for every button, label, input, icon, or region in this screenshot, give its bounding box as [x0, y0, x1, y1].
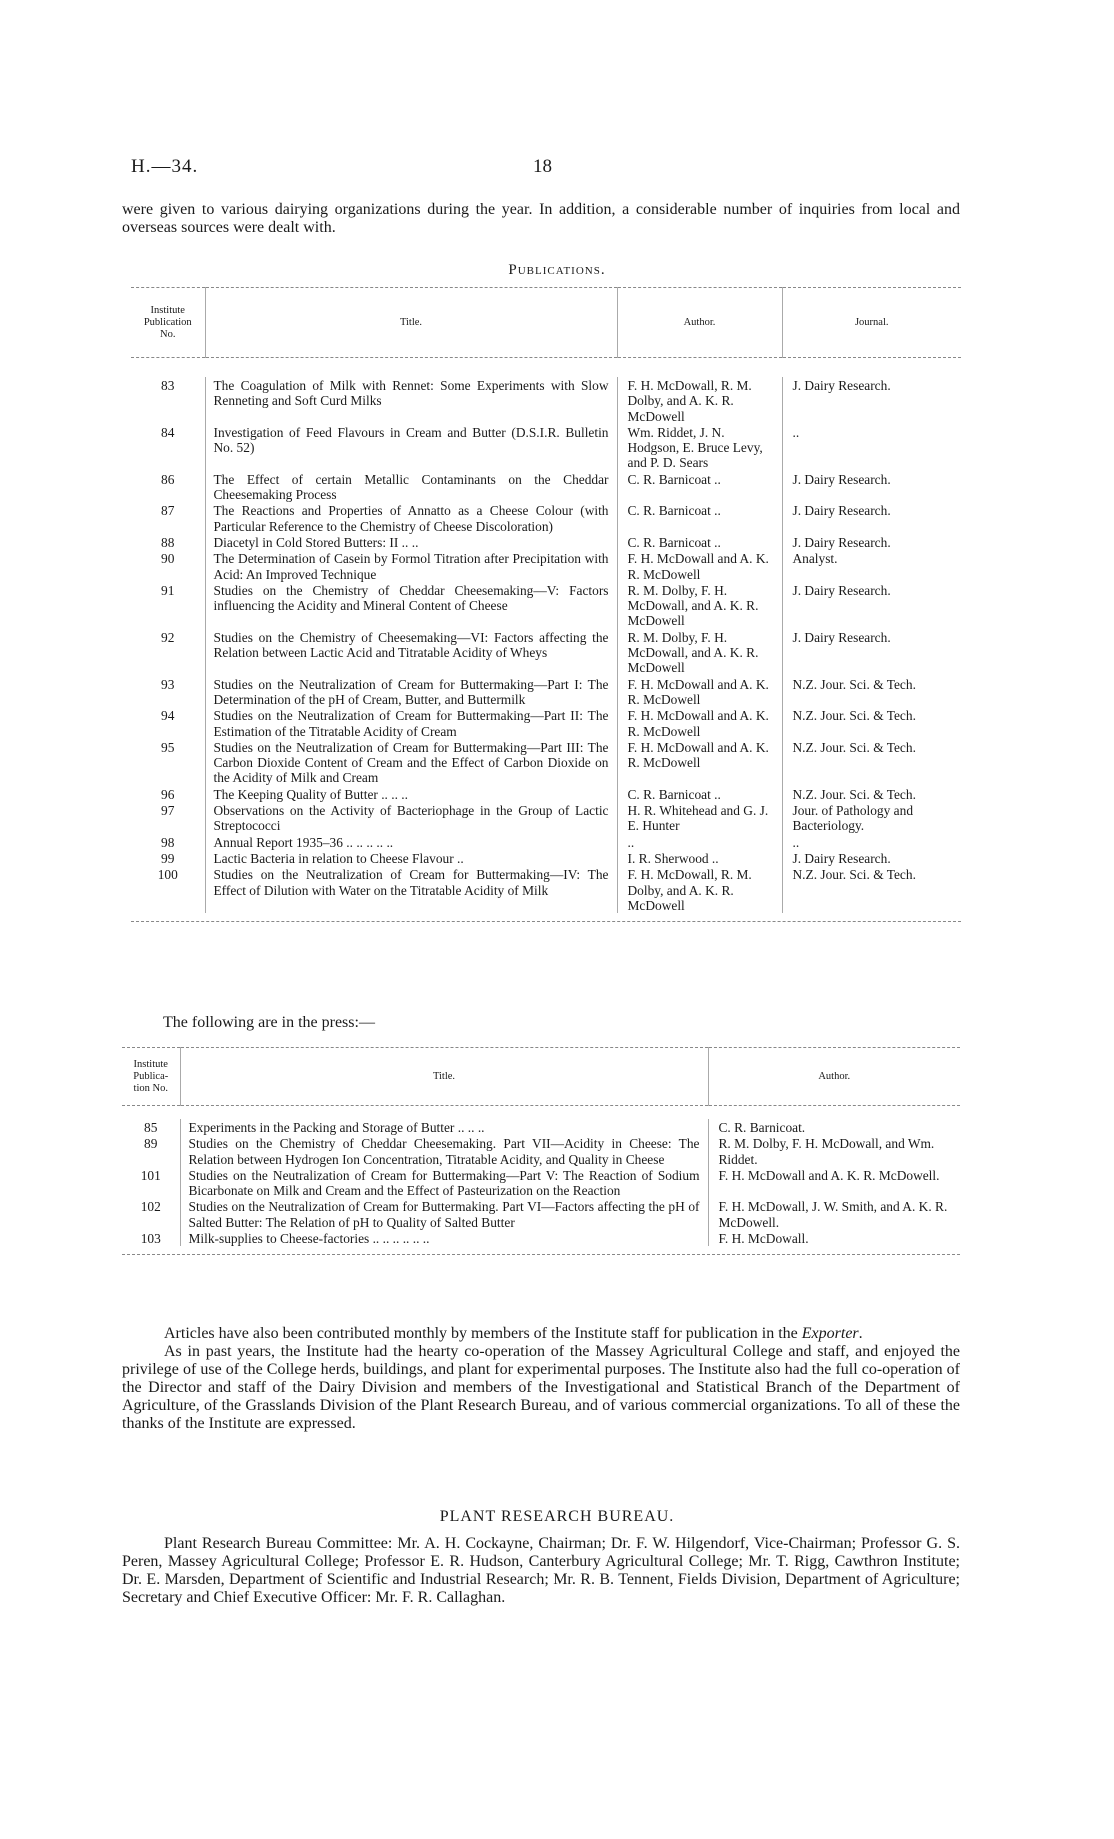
intro-paragraph: were given to various dairying organizations during the year. In addition, a considerable number of inquiries from local and overseas sources were dealt with.	[122, 201, 960, 236]
publication-number: 87	[161, 503, 175, 519]
publication-title: Annual Report 1935–36 .. .. .. .. ..	[205, 834, 617, 850]
publication-journal: J. Dairy Research.	[782, 629, 961, 676]
publication-number: 86	[161, 471, 175, 487]
publication-author: F. H. McDowall and A. K. R. McDowell	[617, 707, 782, 739]
publication-title: Studies on the Neutralization of Cream for Buttermaking—Part III: The Carbon Dioxide Content of Cream and the Effect of Carbon Dioxide on the Acidity of Milk and Cream	[205, 739, 617, 786]
publication-row	[131, 834, 961, 850]
press-row	[122, 1230, 960, 1246]
publication-author: F. H. McDowall and A. K. R. McDowell	[617, 739, 782, 786]
press-col-header-number: Institute Publica- tion No.	[133, 1058, 169, 1094]
publication-author: Wm. Riddet, J. N. Hodgson, E. Bruce Levy, and P. D. Sears	[617, 424, 782, 471]
publications-table-wrap	[131, 287, 961, 922]
publication-author: ..	[617, 834, 782, 850]
press-title: Experiments in the Packing and Storage of Butter .. .. ..	[180, 1119, 708, 1135]
publication-journal: J. Dairy Research.	[782, 850, 961, 866]
publication-journal: ..	[782, 424, 961, 471]
publication-number: 84	[161, 424, 175, 440]
press-col-header-author: Author.	[708, 1048, 960, 1106]
publication-number: 94	[161, 708, 175, 724]
press-author: R. M. Dolby, F. H. McDowall, and Wm. Riddet.	[708, 1135, 960, 1167]
publication-number: 92	[161, 629, 175, 645]
publication-title: The Keeping Quality of Butter .. .. ..	[205, 786, 617, 802]
publication-journal: J. Dairy Research.	[782, 471, 961, 503]
publication-row	[131, 424, 961, 471]
press-table-wrap	[122, 1047, 960, 1255]
publication-row	[131, 739, 961, 786]
press-author: F. H. McDowall and A. K. R. McDowell.	[708, 1167, 960, 1199]
publication-number: 99	[161, 850, 175, 866]
publication-author: I. R. Sherwood ..	[617, 850, 782, 866]
press-row	[122, 1135, 960, 1167]
publication-title: The Determination of Casein by Formol Titration after Precipitation with Acid: An Improved Technique	[205, 550, 617, 582]
press-number: 85	[144, 1120, 158, 1135]
publication-row	[131, 802, 961, 834]
publication-author: H. R. Whitehead and G. J. E. Hunter	[617, 802, 782, 834]
table-bottom-rule	[131, 921, 961, 922]
publication-number: 88	[161, 534, 175, 550]
publication-title: Studies on the Neutralization of Cream for Buttermaking—Part II: The Estimation of the Titratable Acidity of Cream	[205, 707, 617, 739]
publication-number: 98	[161, 834, 175, 850]
publication-journal: Jour. of Pathology and Bacteriology.	[782, 802, 961, 834]
press-author: F. H. McDowall.	[708, 1230, 960, 1246]
publication-row	[131, 582, 961, 629]
publication-author: F. H. McDowall, R. M. Dolby, and A. K. R. McDowell	[617, 866, 782, 913]
press-title: Studies on the Chemistry of Cheddar Cheesemaking. Part VII—Acidity in Cheese: The Relation between Hydrogen Ion Concentration, Titratable Acidity, and Quality in Cheese	[180, 1135, 708, 1167]
press-title: Studies on the Neutralization of Cream for Buttermaking. Part VI—Factors affecting the pH of Salted Butter: The Relation of pH to Quality of Salted Butter	[180, 1198, 708, 1230]
publication-title: The Coagulation of Milk with Rennet: Some Experiments with Slow Renneting and Soft Curd Milks	[205, 377, 617, 424]
press-bottom-rule	[122, 1254, 960, 1255]
publication-row	[131, 676, 961, 708]
press-author: C. R. Barnicoat.	[708, 1119, 960, 1135]
publication-row	[131, 502, 961, 534]
publication-journal: J. Dairy Research.	[782, 502, 961, 534]
publication-title: Lactic Bacteria in relation to Cheese Flavour ..	[205, 850, 617, 866]
publication-title: Studies on the Neutralization of Cream for Buttermaking—Part I: The Determination of the pH of Cream, Butter, and Buttermilk	[205, 676, 617, 708]
press-title: Milk-supplies to Cheese-factories .. .. .. .. .. ..	[180, 1230, 708, 1246]
publication-title: The Reactions and Properties of Annatto as a Cheese Colour (with Particular Reference to the Chemistry of Cheese Discoloration)	[205, 502, 617, 534]
publication-journal: J. Dairy Research.	[782, 582, 961, 629]
publication-author: C. R. Barnicoat ..	[617, 534, 782, 550]
publication-title: Studies on the Neutralization of Cream for Buttermaking—IV: The Effect of Dilution with Water on the Titratable Acidity of Milk	[205, 866, 617, 913]
press-row	[122, 1198, 960, 1230]
document-reference: H.—34.	[131, 156, 199, 177]
publication-title: The Effect of certain Metallic Contaminants on the Cheddar Cheesemaking Process	[205, 471, 617, 503]
press-number: 103	[140, 1231, 161, 1247]
publication-number: 100	[157, 867, 178, 883]
publication-title: Diacetyl in Cold Stored Butters: II .. ..	[205, 534, 617, 550]
publication-row	[131, 850, 961, 866]
publication-number: 91	[161, 582, 175, 598]
publication-author: F. H. McDowall and A. K. R. McDowell	[617, 676, 782, 708]
bureau-heading: PLANT RESEARCH BUREAU.	[439, 1508, 675, 1525]
press-author: F. H. McDowall, J. W. Smith, and A. K. R. McDowell.	[708, 1198, 960, 1230]
press-col-header-title: Title.	[180, 1048, 708, 1106]
press-intro: The following are in the press:—	[163, 1014, 375, 1031]
publication-row	[131, 377, 961, 424]
col-header-author: Author.	[617, 288, 782, 358]
publication-row	[131, 550, 961, 582]
publications-heading: Publications.	[508, 262, 606, 278]
publication-row	[131, 629, 961, 676]
publication-journal: N.Z. Jour. Sci. & Tech.	[782, 866, 961, 913]
publication-journal: J. Dairy Research.	[782, 377, 961, 424]
publication-journal: J. Dairy Research.	[782, 534, 961, 550]
publication-author: R. M. Dolby, F. H. McDowall, and A. K. R. McDowell	[617, 629, 782, 676]
publication-author: C. R. Barnicoat ..	[617, 471, 782, 503]
col-header-number: Institute Publication No.	[143, 304, 192, 340]
publication-number: 90	[161, 551, 175, 567]
press-title: Studies on the Neutralization of Cream for Buttermaking—Part V: The Reaction of Sodium Bicarbonate on Milk and Cream and the Effect of Pasteurization on the Reaction	[180, 1167, 708, 1199]
publication-row	[131, 471, 961, 503]
publication-author: C. R. Barnicoat ..	[617, 502, 782, 534]
publication-journal: N.Z. Jour. Sci. & Tech.	[782, 786, 961, 802]
closing-paragraph-2: As in past years, the Institute had the hearty co-operation of the Massey Agricultural College and staff, and enjoyed the privilege of use of the College herds, buildings, and plant for experimental purposes. The Institute also had the full co-operation of the Director and staff of the Dairy Division and members of the Investigational and Statistical Branch of the Department of Agriculture, of the Grasslands Division of the Plant Research Bureau, and of various commercial organizations. To all of these the thanks of the Institute are expressed.	[122, 1343, 960, 1432]
publication-journal: Analyst.	[782, 550, 961, 582]
closing-paragraph-1: Articles have also been contributed monthly by members of the Institute staff for publication in the Exporter.	[164, 1325, 863, 1342]
publications-body	[131, 377, 961, 913]
bureau-paragraph: Plant Research Bureau Committee: Mr. A. H. Cockayne, Chairman; Dr. F. W. Hilgendorf, Vice-Chairman; Professor G. S. Peren, Massey Agricultural College; Professor E. R. Hudson, Canterbury Agricultural College; Mr. T. Rigg, Cawthron Institute; Dr. E. Marsden, Department of Scientific and Industrial Research; Mr. R. B. Tennent, Fields Division, Department of Agriculture; Secretary and Chief Executive Officer: Mr. F. R. Callaghan.	[122, 1535, 960, 1606]
publication-journal: ..	[782, 834, 961, 850]
publication-author: C. R. Barnicoat ..	[617, 786, 782, 802]
publication-row	[131, 866, 961, 913]
press-number: 89	[144, 1136, 158, 1152]
page-number: 18	[533, 156, 552, 177]
publication-title: Studies on the Chemistry of Cheesemaking—VI: Factors affecting the Relation between Lactic Acid and Titratable Acidity of Wheys	[205, 629, 617, 676]
publication-author: R. M. Dolby, F. H. McDowall, and A. K. R. McDowell	[617, 582, 782, 629]
closing-paragraphs	[122, 1325, 960, 1433]
publication-row	[131, 786, 961, 802]
publications-table	[131, 287, 961, 913]
press-row	[122, 1167, 960, 1199]
publication-title: Investigation of Feed Flavours in Cream and Butter (D.S.I.R. Bulletin No. 52)	[205, 424, 617, 471]
publication-journal: N.Z. Jour. Sci. & Tech.	[782, 707, 961, 739]
publication-number: 93	[161, 676, 175, 692]
press-table	[122, 1047, 960, 1246]
publication-author: F. H. McDowall, R. M. Dolby, and A. K. R. McDowell	[617, 377, 782, 424]
publication-journal: N.Z. Jour. Sci. & Tech.	[782, 739, 961, 786]
press-number: 101	[140, 1167, 161, 1183]
press-row	[122, 1119, 960, 1135]
publication-journal: N.Z. Jour. Sci. & Tech.	[782, 676, 961, 708]
press-body	[122, 1119, 960, 1246]
publication-row	[131, 707, 961, 739]
publication-number: 83	[161, 378, 175, 393]
publication-number: 96	[161, 786, 175, 802]
col-header-journal: Journal.	[782, 288, 961, 358]
press-number: 102	[140, 1199, 161, 1215]
publication-row	[131, 534, 961, 550]
publication-title: Observations on the Activity of Bacteriophage in the Group of Lactic Streptococci	[205, 802, 617, 834]
publication-title: Studies on the Chemistry of Cheddar Cheesemaking—V: Factors influencing the Acidity and Mineral Content of Cheese	[205, 582, 617, 629]
col-header-title: Title.	[205, 288, 617, 358]
publication-number: 95	[161, 739, 175, 755]
publication-author: F. H. McDowall and A. K. R. McDowell	[617, 550, 782, 582]
publication-number: 97	[161, 803, 175, 819]
